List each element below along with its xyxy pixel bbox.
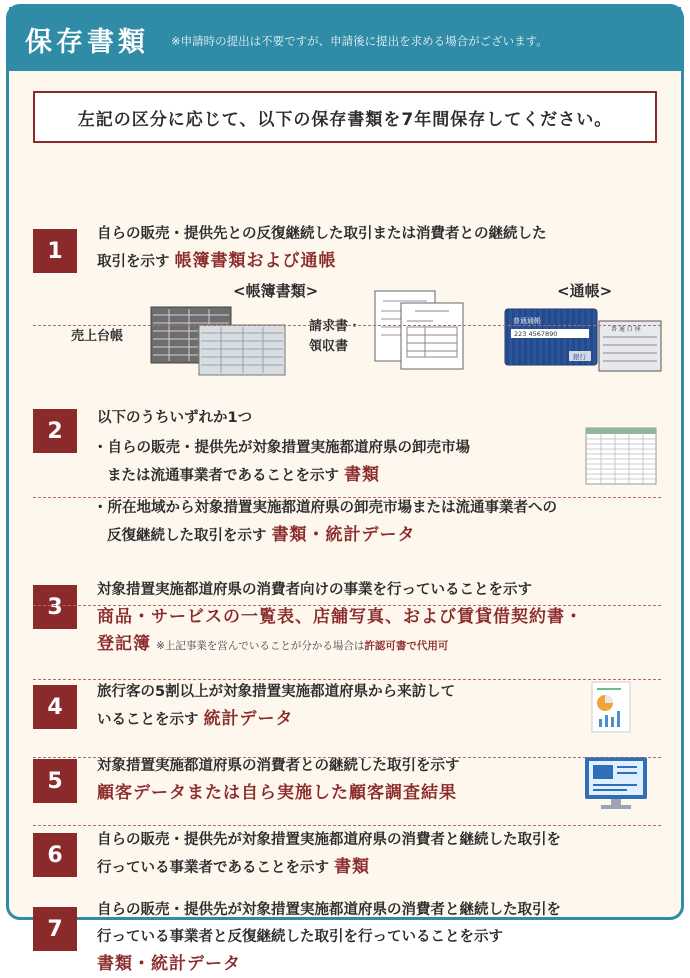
invoice-label-line2: 領収書 bbox=[309, 339, 349, 354]
section-highlight: 統計データ bbox=[203, 709, 294, 729]
bankbook-card-text: 普通通帳 bbox=[513, 317, 541, 325]
section-highlight: 書類 bbox=[344, 465, 381, 485]
section-text: 対象措置実施都道府県の消費者との継続した取引を示す 顧客データまたは自ら実施した顧客調査結果 bbox=[97, 753, 460, 807]
section-text: 対象措置実施都道府県の消費者向けの事業を行っていることを示す 商品・サービスの一覧表、店舗写真、および賃貸借契約書・ 登記簿 ※上記事業を営んでいることが分かる場合は許認可書で代用可 bbox=[97, 582, 583, 654]
section-number: 7 bbox=[33, 907, 77, 951]
header-bar bbox=[9, 7, 681, 71]
section-text: 以下のうちいずれか1つ bbox=[97, 410, 253, 426]
section-highlight: 書類・統計データ bbox=[271, 525, 416, 545]
section-number: 4 bbox=[33, 685, 77, 729]
divider bbox=[33, 497, 661, 498]
divider bbox=[33, 825, 661, 826]
section-text: 自らの販売・提供先が対象措置実施都道府県の消費者と継続した取引を 行っている事業者と反復継続した取引を行っていることを示す 書類・統計データ bbox=[97, 897, 561, 978]
page-title: 保存書類 bbox=[25, 26, 149, 58]
bankbook-bank: 銀行 bbox=[573, 353, 586, 361]
spreadsheet-icon bbox=[585, 427, 657, 485]
section-highlight: 顧客データまたは自ら実施した顧客調査結果 bbox=[97, 783, 457, 803]
monitor-icon bbox=[583, 755, 649, 811]
section-bullet-2: ・所在地域から対象措置実施都道府県の卸売市場または流通事業者への 反復継続した取引を示す 書類・統計データ bbox=[93, 500, 557, 545]
section-highlight: 書類 bbox=[334, 857, 371, 877]
invoice-icon bbox=[373, 289, 467, 371]
header-note: ※申請時の提出は不要ですが、申請後に提出を求める場合がございます。 bbox=[171, 34, 548, 48]
section-highlight: 商品・サービスの一覧表、店舗写真、および賃貸借契約書・ bbox=[97, 607, 583, 627]
document-frame bbox=[6, 4, 684, 974]
bankbook-heading: <通帳> bbox=[557, 282, 613, 300]
section-number: 1 bbox=[33, 229, 77, 273]
section-text: 自らの販売・提供先が対象措置実施都道府県の消費者と継続した取引を 行っている事業者であることを示す 書類 bbox=[97, 832, 561, 877]
ledger-book-icon bbox=[149, 305, 289, 377]
divider bbox=[33, 325, 661, 326]
section-number: 3 bbox=[33, 585, 77, 629]
bankbook-number: 223 4567890 bbox=[514, 330, 558, 338]
section-number: 6 bbox=[33, 833, 77, 877]
section-highlight: 書類・統計データ bbox=[97, 954, 241, 974]
section-text: 自らの販売・提供先との反復継続した取引または消費者との継続した 取引を示す 帳簿書類および通帳 bbox=[97, 226, 547, 271]
section-number: 5 bbox=[33, 759, 77, 803]
section-highlight: 帳簿書類および通帳 bbox=[174, 251, 337, 271]
bankbook-inner-title: 普 通 口 座 bbox=[611, 326, 641, 333]
section-bullet-1: ・自らの販売・提供先が対象措置実施都道府県の卸売市場 または流通事業者であることを示す 書類 bbox=[93, 440, 470, 485]
bankbook-icon bbox=[503, 307, 665, 375]
section-note: ※上記事業を営んでいることが分かる場合は許認可書で代用可 bbox=[156, 640, 449, 652]
instruction-box: 左記の区分に応じて、以下の保存書類を7年間保存してください。 bbox=[33, 91, 657, 143]
section-text: 旅行客の5割以上が対象措置実施都道府県から来訪して いることを示す 統計データ bbox=[97, 684, 456, 729]
section-number: 2 bbox=[33, 409, 77, 453]
divider bbox=[33, 679, 661, 680]
invoice-label-line1: 請求書・ bbox=[309, 319, 362, 334]
sales-ledger-label: 売上台帳 bbox=[71, 329, 124, 344]
divider bbox=[33, 605, 661, 606]
divider bbox=[33, 757, 661, 758]
statistics-chart-icon bbox=[591, 681, 631, 733]
ledger-heading: <帳簿書類> bbox=[233, 282, 319, 300]
